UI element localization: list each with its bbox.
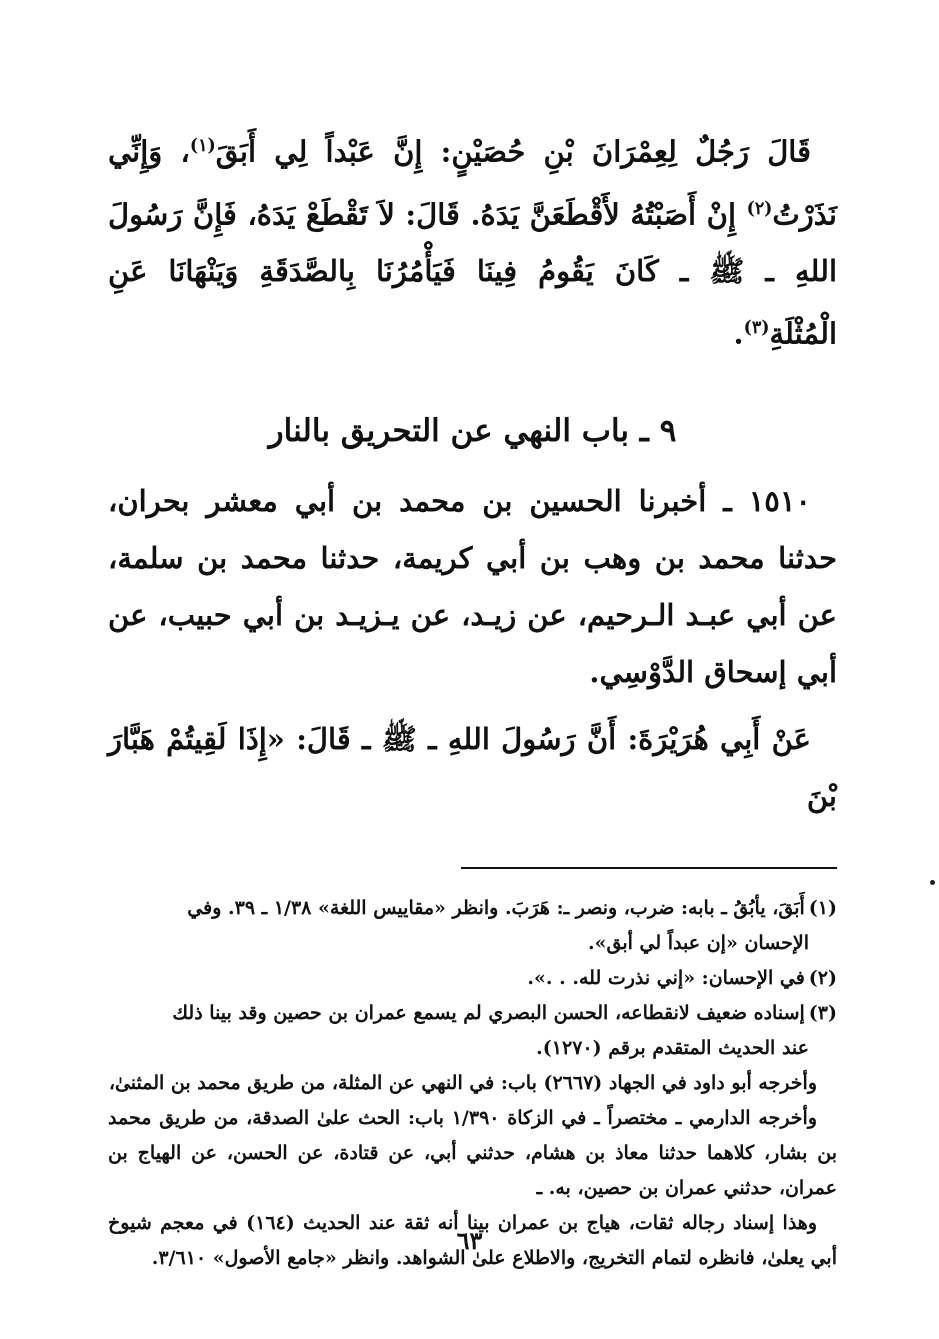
footnotes	[108, 891, 837, 1276]
margin-dot	[930, 880, 935, 885]
line-3-text: يَقُومُ فِينَا فَيَأْمُرُنَا بِالصَّدَقَةِ وَيَنْهَانَا عَنِ الْمُثْلَةِ	[108, 254, 837, 351]
footnote-3-line-1: إسناده ضعيف لانقطاعه، الحسن البصري لم يسمع عمران بن حصين وقد بينا ذلك	[172, 1001, 805, 1024]
footnote-ref-2: (٢)	[746, 198, 773, 219]
footnote-2-number: (٢)	[808, 966, 837, 989]
footnote-2	[108, 961, 837, 996]
chapter-heading: ٩ ـ باب النهي عن التحريق بالنار	[268, 412, 677, 449]
footnote-separator	[461, 867, 837, 869]
footnote-3-paragraph-isnad-note: وهذا إسناد رجاله ثقات، هياج بن عمران بينا أنه ثقة عند الحديث (١٦٤) في معجم شيوخ أبي يعلىٰ، فانظره لتمام التخريج، والاطلاع علىٰ الشواهد. وانظر «جامع الأصول» ٣/٦١٠.	[108, 1211, 837, 1269]
footnote-ref-1: (١)	[189, 136, 216, 156]
footnote-3-line-2: عند الحديث المتقدم برقم (١٢٧٠).	[536, 1036, 809, 1059]
footnote-3-paragraph-abu-dawud: وأخرجه أبو داود في الجهاد (٢٦٦٧) باب: في النهي عن المثلة، من طريق محمد بن المثنىٰ،	[108, 1071, 817, 1094]
footnote-2-text: في الإحسان: «إني نذرت لله. . .».	[527, 966, 805, 989]
footnote-3-number: (٣)	[808, 1001, 837, 1024]
hadith-1510-matn: عَنْ أَبِي هُرَيْرَةَ: أَنَّ رَسُولَ اللهِ ـ ﷺ ـ قَالَ: «إِذَا لَقِيتُمْ هَبَّارَ بْنَ	[108, 721, 837, 813]
line-2-text: إِنْ أَصَبْتُهُ لأَقْطَعَنَّ يَدَهُ. قَالَ: لاَ تَقْطَعْ يَدَهُ، فَإِنَّ رَسُولَ اللهِ ـ ﷺ ـ كَانَ	[108, 197, 837, 289]
footnote-1-line-1: أَبَقَ، يأبُقُ ـ بابه: ضرب، ونصر ـ: هَرَبَ. وانظر «مقاييس اللغة» ١/٣٨ ـ ٣٩. وفي	[187, 896, 805, 919]
footnote-1	[108, 891, 837, 961]
line-3-end: .	[733, 316, 744, 351]
footnote-1-number: (١)	[808, 896, 837, 919]
footnote-3	[108, 996, 837, 1066]
hadith-text-continuation	[108, 118, 837, 363]
line-1-text: قَالَ رَجُلٌ لِعِمْرَانَ بْنِ حُصَيْنٍ: إِنَّ عَبْداً لِي أَبَقَ	[215, 134, 811, 169]
line-1-mid: ، وَإِنِّي نَذَرْتُ	[108, 134, 837, 232]
footnote-ref-3: (٣)	[743, 318, 770, 339]
footnote-3-paragraph-darimi: وأخرجه الدارمي ـ مختصراً ـ في الزكاة ١/٣٩٠ باب: الحث علىٰ الصدقة، من طريق محمد بن بشار، كلاهما حدثنا معاذ بن هشام، حدثني أبي، عن قتادة، عن الحسن، عن الهياج بن عمران، حدثني عمران بن حصين، به. ـ	[108, 1106, 837, 1199]
hadith-1510-isnad: ١٥١٠ ـ أخبرنا الحسين بن محمد بن أبي معشر بحران، حدثنا محمد بن وهب بن أبي كريمة، حدثنا محمد بن سلمة، عن أبي عبـد الـرحيم، عن زيـد، عن يـزيـد بن أبي حبيب، عن أبي إسحاق الدَّوْسِي.	[108, 483, 837, 689]
footnote-1-line-2: الإحسان «إن عبداً لي أبق».	[588, 931, 809, 954]
page-number: ٦٣	[456, 1226, 483, 1255]
